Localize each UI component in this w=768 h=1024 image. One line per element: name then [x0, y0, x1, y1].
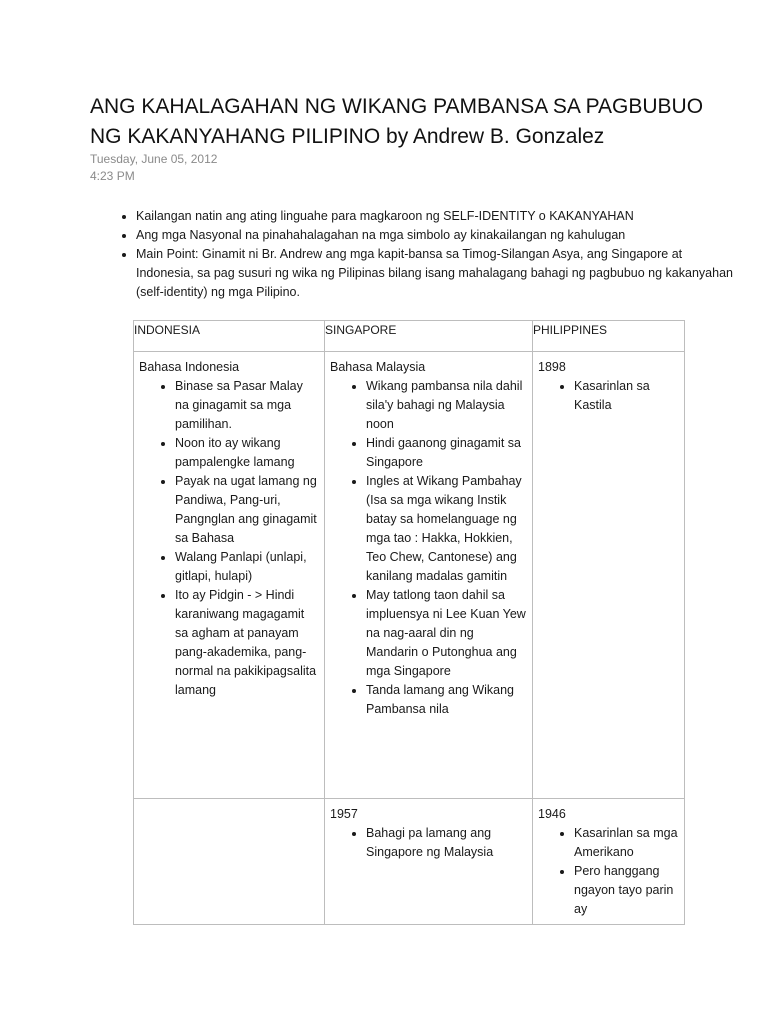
- table-cell: [533, 352, 685, 799]
- cell-bullet: • Ito ay Pidgin - > Hindi karaniwang magagamit sa agham at panayam pang-akademika, pang-normal na pakikipagsalita lamang: [175, 586, 320, 700]
- table-row: [134, 799, 685, 925]
- table-cell: [533, 799, 685, 925]
- table-header-row: [134, 321, 685, 352]
- cell-bullet: • Binase sa Pasar Malay na ginagamit sa mga pamilihan.: [175, 377, 320, 434]
- table-row: [134, 352, 685, 799]
- note-time: 4:23 PM: [90, 169, 135, 183]
- note-timestamp: [90, 151, 217, 185]
- table-cell: [134, 799, 325, 925]
- cell-bullet: • Walang Panlapi (unlapi, gitlapi, hulapi): [175, 548, 320, 586]
- intro-bullet-list: [90, 207, 736, 302]
- cell-bullet: • Kasarinlan sa Kastila: [574, 377, 680, 415]
- cell-heading: 1957: [330, 807, 358, 821]
- cell-bullet-list: [538, 377, 680, 415]
- cell-bullet: • Kasarinlan sa mga Amerikano: [574, 824, 680, 862]
- cell-heading: 1898: [538, 360, 566, 374]
- cell-heading: Bahasa Indonesia: [139, 360, 240, 374]
- cell-heading: 1946: [538, 807, 566, 821]
- intro-bullet: • Kailangan natin ang ating linguahe para magkaroon ng SELF-IDENTITY o KAKANYAHAN: [136, 207, 736, 226]
- intro-bullet: • Main Point: Ginamit ni Br. Andrew ang mga kapit-bansa sa Timog-Silangan Asya, ang Singapore at Indonesia, sa pag susuri ng wika ng Pilipinas bilang isang mahalagang bahagi ng pagbubuo ng kakanyahan (self-identity) ng mga Pilipino.: [136, 245, 736, 302]
- comparison-table: [133, 320, 685, 925]
- table-cell: [325, 799, 533, 925]
- header-cell-singapore: SINGAPORE: [325, 321, 533, 352]
- cell-bullet: • May tatlong taon dahil sa impluensya ni Lee Kuan Yew na nag-aaral din ng Mandarin o Putonghua ang mga Singapore: [366, 586, 528, 681]
- note-date: Tuesday, June 05, 2012: [90, 152, 218, 166]
- cell-bullet: • Wikang pambansa nila dahil sila'y bahagi ng Malaysia noon: [366, 377, 528, 434]
- cell-bullet: • Noon ito ay wikang pampalengke lamang: [175, 434, 320, 472]
- intro-bullet: • Ang mga Nasyonal na pinahahalagahan na mga simbolo ay kinakailangan ng kahulugan: [136, 226, 736, 245]
- table-cell: [325, 352, 533, 799]
- cell-bullet: • Payak na ugat lamang ng Pandiwa, Pang-uri, Pangnglan ang ginagamit sa Bahasa: [175, 472, 320, 548]
- header-cell-philippines: PHILIPPINES: [533, 321, 685, 352]
- cell-bullet: • Tanda lamang ang Wikang Pambansa nila: [366, 681, 528, 719]
- header-cell-indonesia: INDONESIA: [134, 321, 325, 352]
- cell-bullet: • Pero hanggang ngayon tayo parin ay: [574, 862, 680, 919]
- cell-bullet-list: [330, 824, 528, 862]
- cell-bullet: • Bahagi pa lamang ang Singapore ng Malaysia: [366, 824, 528, 862]
- table-cell: [134, 352, 325, 799]
- cell-heading: Bahasa Malaysia: [330, 360, 426, 374]
- cell-bullet-list: [139, 377, 320, 700]
- page-title: ANG KAHALAGAHAN NG WIKANG PAMBANSA SA PAGBUBUO NG KAKANYAHANG PILIPINO by Andrew B. Gonzalez: [90, 95, 704, 148]
- cell-bullet-list: [330, 377, 528, 719]
- cell-bullet: • Hindi gaanong ginagamit sa Singapore: [366, 434, 528, 472]
- cell-bullet: • Ingles at Wikang Pambahay (Isa sa mga wikang Instik batay sa homelanguage ng mga tao : Hakka, Hokkien, Teo Chew, Cantonese) ang kanilang madalas gamitin: [366, 472, 528, 586]
- cell-bullet-list: [538, 824, 680, 919]
